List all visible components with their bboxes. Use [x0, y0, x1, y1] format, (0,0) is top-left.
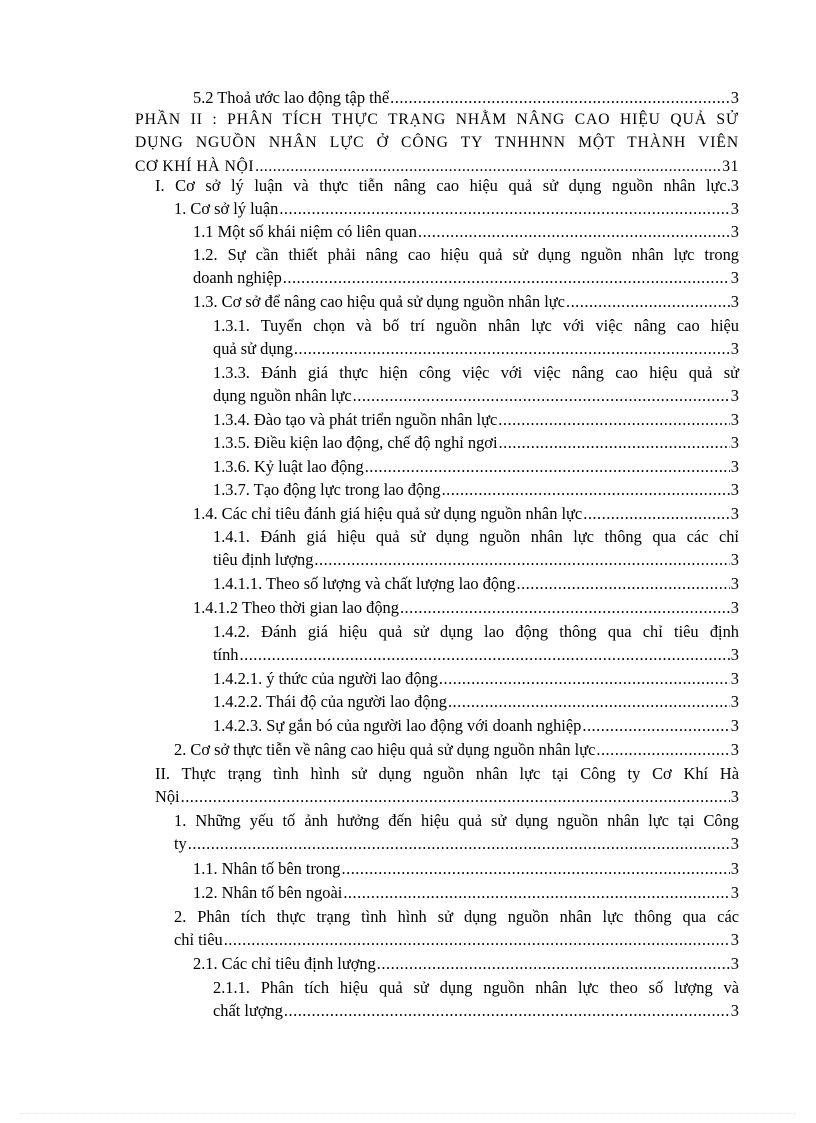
leader-dots — [499, 431, 730, 454]
toc-entry-title-cont: dụng nguồn nhân lực — [213, 386, 352, 406]
toc-entry — [193, 220, 739, 243]
toc-entry — [213, 572, 739, 595]
toc-page-number: 3 — [730, 645, 739, 665]
toc-entry-title: 1.1 Một số khái niệm có liên quan — [193, 222, 417, 241]
toc-page-number: 3 — [730, 410, 739, 429]
toc-page-number: 3 — [730, 1001, 739, 1021]
toc-entry-title: 1.3.7. Tạo động lực trong lao động — [213, 480, 441, 499]
toc-entry — [193, 502, 739, 525]
toc-entry-title: 1.4.1.2 Theo thời gian lao động — [193, 598, 399, 617]
toc-page-number: 3 — [730, 457, 739, 476]
toc-entry-title: 1.3. Cơ sở để nâng cao hiệu quả sử dụng nguồn nhân lực — [193, 292, 565, 311]
toc-entry-title: 1.4.2. Đánh giá hiệu quả sử dụng lao động thông qua chỉ tiêu định — [213, 622, 739, 641]
toc-entry-title: 2.1. Các chỉ tiêu định lượng — [193, 954, 376, 973]
toc-entry — [174, 809, 739, 856]
toc-entry — [213, 478, 739, 501]
leader-dots — [181, 785, 730, 808]
toc-page-number: 31 — [722, 157, 739, 175]
leader-dots — [498, 408, 730, 431]
toc-entry — [174, 197, 739, 220]
toc-entry — [155, 762, 739, 809]
toc-entry-title: 1.4.2.2. Thái độ của người lao động — [213, 692, 447, 711]
toc-entry — [193, 243, 739, 290]
toc-entry — [213, 455, 739, 478]
toc-entry — [213, 408, 739, 431]
toc-entry-title: I. Cơ sở lý luận và thực tiễn nâng cao hiệu quả sử dụng nguồn nhân lực.3 — [155, 176, 739, 195]
toc-entry-title: 1.3.5. Điều kiện lao động, chế độ nghỉ ngơi — [213, 433, 498, 452]
leader-dots — [596, 738, 729, 761]
toc-entry — [193, 952, 739, 975]
leader-dots — [390, 86, 730, 109]
leader-dots — [377, 952, 730, 975]
toc-entry-title: 1. Cơ sở lý luận — [174, 199, 279, 218]
leader-dots — [418, 220, 730, 243]
toc-entry-title: II. Thực trạng tình hình sử dụng nguồn nhân lực tại Công ty Cơ Khí Hà — [155, 764, 739, 783]
leader-dots — [442, 478, 730, 501]
leader-dots — [279, 197, 729, 220]
toc-entry-title: 1.1. Nhân tố bên trong — [193, 859, 341, 878]
toc-entry-title-cont: DỤNG NGUỒN NHÂN LỰC Ở CÔNG TY TNHHNN MỘT THÀNH VIÊN — [135, 134, 739, 152]
toc-entry — [213, 431, 739, 454]
toc-entry-title-cont: CƠ KHÍ HÀ NỘI — [135, 157, 255, 175]
toc-entry — [213, 714, 739, 737]
toc-entry — [213, 690, 739, 713]
leader-dots — [240, 643, 730, 666]
toc-page-number: 3 — [730, 574, 739, 593]
toc-page-number: 3 — [730, 292, 739, 311]
toc-entry-title: 2. Phân tích thực trạng tình hình sử dụng nguồn nhân lực thông qua các — [174, 907, 739, 926]
toc-entry — [213, 620, 739, 667]
toc-entry-title: PHẦN II : PHÂN TÍCH THỰC TRẠNG NHẰM NÂNG CAO HIỆU QUẢ SỬ — [135, 111, 739, 128]
page-bottom-divider — [20, 1113, 796, 1114]
toc-page-number: 3 — [730, 339, 739, 359]
toc-entry — [213, 667, 739, 690]
toc-page-number: 3 — [730, 433, 739, 452]
toc-entry-title-cont: tính — [213, 645, 239, 665]
toc-page-number: 3 — [730, 199, 739, 218]
toc-page-number: 3 — [730, 669, 739, 688]
leader-dots — [343, 881, 729, 904]
toc-entry — [213, 314, 739, 361]
toc-entry-title-cont: quả sử dụng — [213, 339, 293, 359]
leader-dots — [284, 999, 730, 1022]
leader-dots — [566, 290, 730, 313]
toc-entry-part — [135, 108, 739, 178]
leader-dots — [353, 384, 730, 407]
toc-entry-title: 1.2. Sự cần thiết phải nâng cao hiệu quả sử dụng nguồn nhân lực trong — [193, 245, 739, 264]
toc-page-number: 3 — [730, 598, 739, 617]
toc-page-number: 3 — [730, 268, 739, 288]
toc-page-number: 3 — [730, 740, 739, 759]
toc-entry-title: 1. Những yếu tố ảnh hưởng đến hiệu quả sử dụng nguồn nhân lực tại Công — [174, 811, 739, 830]
toc-page-number: 3 — [730, 386, 739, 406]
toc-entry-title-cont: ty — [174, 834, 187, 854]
leader-dots — [294, 337, 730, 360]
toc-entry-title: 1.4.2.3. Sự gắn bó của người lao động với doanh nghiệp — [213, 716, 582, 735]
leader-dots — [224, 928, 730, 951]
toc-entry-title: 1.4.2.1. ý thức của người lao động — [213, 669, 438, 688]
toc-entry-title: 2. Cơ sở thực tiễn về nâng cao hiệu quả sử dụng nguồn nhân lực — [174, 740, 596, 759]
toc-entry-title: 1.4.1. Đánh giá hiệu quả sử dụng nguồn nhân lực thông qua các chỉ — [213, 527, 739, 546]
leader-dots — [582, 714, 729, 737]
toc-entry-title: 5.2 Thoả ước lao động tập thể — [193, 88, 390, 107]
leader-dots — [439, 667, 730, 690]
leader-dots — [188, 832, 730, 855]
toc-entry — [213, 361, 739, 408]
toc-entry-title: 1.4. Các chỉ tiêu đánh giá hiệu quả sử dụng nguồn nhân lực — [193, 504, 583, 523]
toc-page-number: 3 — [730, 834, 739, 854]
toc-page-number: 3 — [730, 480, 739, 499]
toc-entry — [174, 738, 739, 761]
toc-entry — [193, 857, 739, 880]
toc-page-number: 3 — [730, 88, 739, 107]
toc-page-number: 3 — [730, 692, 739, 711]
toc-entry — [155, 174, 739, 197]
toc-page-number: 3 — [730, 787, 739, 807]
leader-dots — [342, 857, 730, 880]
toc-entry — [174, 905, 739, 952]
toc-page-number: 3 — [730, 222, 739, 241]
toc-entry-title-cont: chỉ tiêu — [174, 930, 223, 950]
leader-dots — [448, 690, 730, 713]
toc-entry-title: 1.4.1.1. Theo số lượng và chất lượng lao động — [213, 574, 516, 593]
toc-page-number: 3 — [730, 716, 739, 735]
toc-entry-title: 1.3.1. Tuyển chọn và bố trí nguồn nhân lực với việc nâng cao hiệu — [213, 316, 739, 335]
toc-page-number: 3 — [730, 550, 739, 570]
toc-entry-title: 1.2. Nhân tố bên ngoài — [193, 883, 343, 902]
toc-entry-title-cont: chất lượng — [213, 1001, 283, 1021]
toc-entry — [193, 596, 739, 619]
toc-entry — [193, 86, 739, 109]
toc-page-number: 3 — [730, 930, 739, 950]
toc-entry — [193, 290, 739, 313]
leader-dots — [400, 596, 730, 619]
toc-entry-title: 1.3.4. Đào tạo và phát triển nguồn nhân lực — [213, 410, 498, 429]
toc-entry-title: 1.3.3. Đánh giá thực hiện công việc với việc nâng cao hiệu quả sử — [213, 363, 739, 382]
toc-entry-title-cont: tiêu định lượng — [213, 550, 314, 570]
toc-entry — [213, 976, 739, 1023]
toc-entry — [193, 881, 739, 904]
leader-dots — [583, 502, 730, 525]
toc-page-number: 3 — [730, 954, 739, 973]
leader-dots — [314, 548, 729, 571]
toc-entry-title-cont: Nội — [155, 787, 180, 807]
toc-page-number: 3 — [730, 504, 739, 523]
toc-entry-title: 2.1.1. Phân tích hiệu quả sử dụng nguồn nhân lực theo số lượng và — [213, 978, 739, 997]
toc-page-number: 3 — [730, 883, 739, 902]
toc-page-number: 3 — [730, 859, 739, 878]
leader-dots — [516, 572, 729, 595]
toc-entry — [213, 525, 739, 572]
toc-entry-title-cont: doanh nghiệp — [193, 268, 282, 288]
toc-entry-title: 1.3.6. Kỷ luật lao động — [213, 457, 364, 476]
leader-dots — [365, 455, 730, 478]
leader-dots — [283, 266, 730, 289]
